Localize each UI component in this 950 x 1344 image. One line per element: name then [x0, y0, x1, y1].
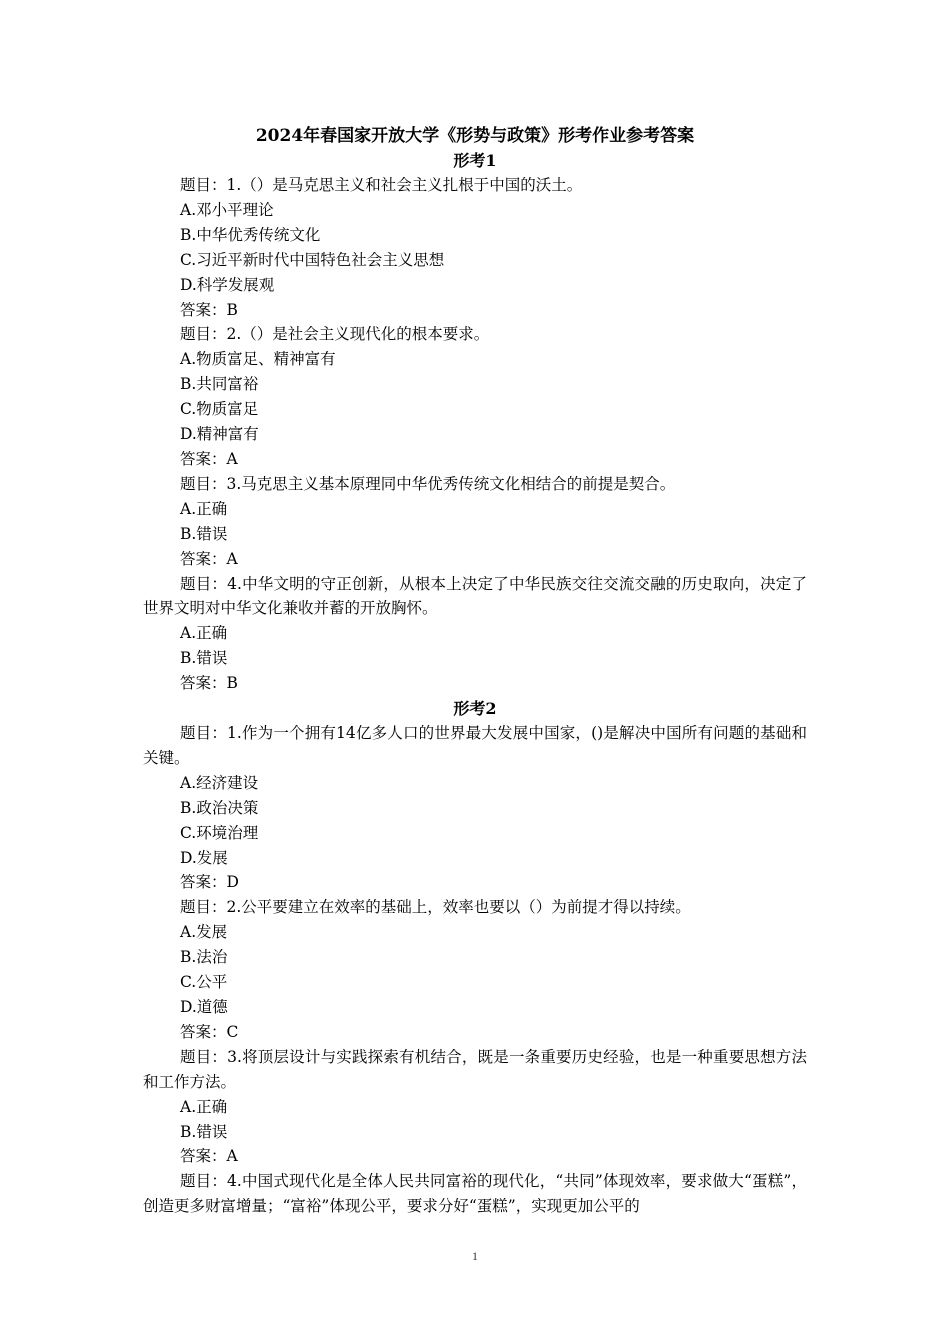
section-heading: 形考1 — [453, 151, 497, 170]
section-heading: 形考2 — [453, 699, 497, 719]
option: A.正确 — [180, 624, 228, 643]
option: B.错误 — [180, 1122, 228, 1141]
option: B.中华优秀传统文化 — [180, 225, 321, 244]
option: A.物质富足、精神富有 — [180, 350, 336, 369]
answer: 答案：B — [180, 300, 238, 319]
option: A.正确 — [180, 1097, 228, 1116]
option: B.错误 — [180, 649, 228, 668]
question-text: 题目：4.中国式现代化是全体人民共同富裕的现代化，“共同”体现效率，要求做大“蛋糕”，创造更多财富增量；“富裕”体现公平，要求分好“蛋糕”，实现更加公平的 — [143, 1172, 807, 1216]
question-text: 题目：3.将顶层设计与实践探索有机结合，既是一条重要历史经验，也是一种重要思想方法和工作方法。 — [143, 1047, 807, 1091]
option: A.发展 — [180, 923, 228, 942]
document-body — [143, 148, 807, 1219]
question-text: 题目：1.作为一个拥有14亿多人口的世界最大发展中国家，()是解决中国所有问题的基础和关键。 — [143, 724, 807, 767]
question-text: 题目：2.（）是社会主义现代化的根本要求。 — [180, 325, 490, 344]
option: C.习近平新时代中国特色社会主义思想 — [180, 250, 445, 269]
question-text: 题目：4.中华文明的守正创新，从根本上决定了中华民族交往交流交融的历史取向，决定了世界文明对中华文化兼收并蓄的开放胸怀。 — [143, 574, 807, 618]
question-text: 题目：1.（）是马克思主义和社会主义扎根于中国的沃土。 — [180, 176, 583, 194]
option: B.错误 — [180, 524, 228, 543]
option: C.物质富足 — [180, 400, 259, 419]
option: B.共同富裕 — [180, 375, 259, 394]
answer: 答案：A — [180, 549, 238, 568]
question-text: 题目：2.公平要建立在效率的基础上，效率也要以（）为前提才得以持续。 — [180, 898, 691, 917]
answer: 答案：B — [180, 674, 238, 693]
answer: 答案：D — [180, 873, 239, 892]
answer: 答案：A — [180, 1147, 238, 1166]
option: C.公平 — [180, 973, 228, 992]
option: D.科学发展观 — [180, 275, 275, 294]
option: A.正确 — [180, 499, 228, 518]
answer: 答案：C — [180, 1022, 239, 1041]
question-text: 题目：3.马克思主义基本原理同中华优秀传统文化相结合的前提是契合。 — [180, 474, 676, 493]
document-title: 2024年春国家开放大学《形势与政策》形考作业参考答案 — [255, 126, 695, 146]
option: D.发展 — [180, 848, 228, 867]
answer: 答案：A — [180, 449, 238, 468]
option: B.法治 — [180, 948, 228, 967]
option: D.精神富有 — [180, 425, 259, 444]
option: A.经济建设 — [180, 773, 259, 792]
page-number: 1 — [472, 1249, 478, 1263]
option: D.道德 — [180, 998, 228, 1016]
option: A.邓小平理论 — [180, 200, 274, 219]
option: B.政治决策 — [180, 798, 259, 817]
option: C.环境治理 — [180, 823, 259, 842]
